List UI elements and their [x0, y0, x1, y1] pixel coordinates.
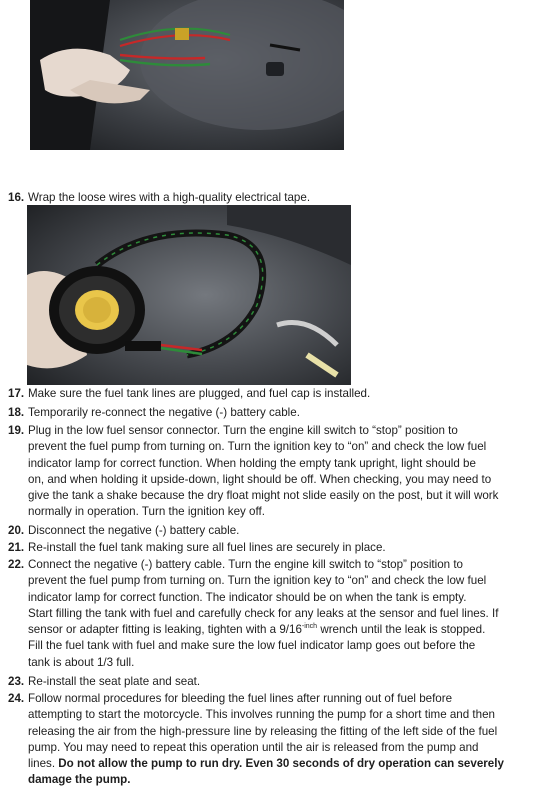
- step-text: Plug in the low fuel sensor connector. Turn the engine kill switch to “stop” position to: [28, 424, 458, 437]
- step-18: [8, 405, 523, 421]
- step-24: [8, 691, 523, 789]
- step-text: releasing the air from the high-pressure line by releasing the fitting of the left side of the fuel: [28, 724, 498, 738]
- step-number: 21.: [8, 541, 25, 554]
- step-text: Re-install the seat plate and seat.: [28, 675, 201, 688]
- step-16: [8, 190, 523, 206]
- step-text: Temporarily re-connect the negative (-) battery cable.: [28, 406, 300, 419]
- step-text-with-size: [28, 622, 523, 638]
- unit-superscript: -inch: [301, 623, 318, 631]
- warning-text: Do not allow the pump to run dry. Even 30 seconds of dry operation can severely: [58, 757, 504, 771]
- step-number: 24.: [8, 692, 25, 705]
- step-number: 16.: [8, 191, 25, 204]
- step-text: prevent the fuel pump from turning on. Turn the ignition key to “on” and check the low fuel: [28, 574, 487, 588]
- step-23: [8, 674, 523, 690]
- step-text: lines.: [28, 757, 59, 771]
- step-text: normally in operation. Turn the ignition key off.: [28, 505, 265, 519]
- step-number: 18.: [8, 406, 25, 419]
- step-21: [8, 540, 523, 556]
- step-text: Disconnect the negative (-) battery cable.: [28, 524, 240, 537]
- step-number: 20.: [8, 524, 25, 537]
- step-19: [8, 423, 523, 521]
- step-text-with-warning: [28, 756, 523, 772]
- step-text: sensor or adapter fitting is leaking, tighten with a 9/16: [28, 623, 302, 637]
- step-number: 19.: [8, 424, 25, 437]
- warning-text: damage the pump.: [28, 773, 131, 787]
- step-text: tank is about 1/3 full.: [28, 655, 135, 669]
- step-text: pump. You may need to repeat this operation until the air is released from the pump and: [28, 740, 479, 754]
- step-20: [8, 523, 523, 539]
- step-text: indicator lamp for correct function. The indicator should be on when the tank is empty.: [28, 590, 467, 604]
- wire-splice-photo: [30, 0, 344, 150]
- step-text: Follow normal procedures for bleeding the fuel lines after running out of fuel before: [28, 692, 453, 705]
- step-text: Make sure the fuel tank lines are plugged, and fuel cap is installed.: [28, 387, 371, 400]
- step-text: wrench until the leak is stopped.: [317, 623, 486, 637]
- step-22: [8, 557, 523, 671]
- step-number: 22.: [8, 558, 25, 571]
- step-text: Re-install the fuel tank making sure all fuel lines are securely in place.: [28, 541, 386, 554]
- step-17: [8, 386, 523, 402]
- step-text: on, and when holding it upside-down, light should be off. When checking, you may need to: [28, 472, 492, 486]
- step-text: Connect the negative (-) battery cable. Turn the engine kill switch to “stop” position to: [28, 558, 463, 571]
- electrical-tape-photo: [27, 205, 351, 385]
- step-text: Wrap the loose wires with a high-quality electrical tape.: [28, 191, 311, 204]
- step-text: give the tank a shake because the dry float might not slide easily on the post, but it will work: [28, 489, 499, 503]
- step-text: prevent the fuel pump from turning on. Turn the ignition key to “on” and check the low fuel: [28, 440, 487, 454]
- step-text: Start filling the tank with fuel and carefully check for any leaks at the sensor and fuel lines. If: [28, 606, 499, 620]
- step-number: 17.: [8, 387, 25, 400]
- step-number: 23.: [8, 675, 25, 688]
- step-text: Fill the fuel tank with fuel and make sure the low fuel indicator lamp goes out before the: [28, 639, 476, 653]
- step-text: attempting to start the motorcycle. This involves running the pump for a short time and then: [28, 708, 495, 722]
- step-text: indicator lamp for correct function. When holding the empty tank upright, light should be: [28, 456, 476, 470]
